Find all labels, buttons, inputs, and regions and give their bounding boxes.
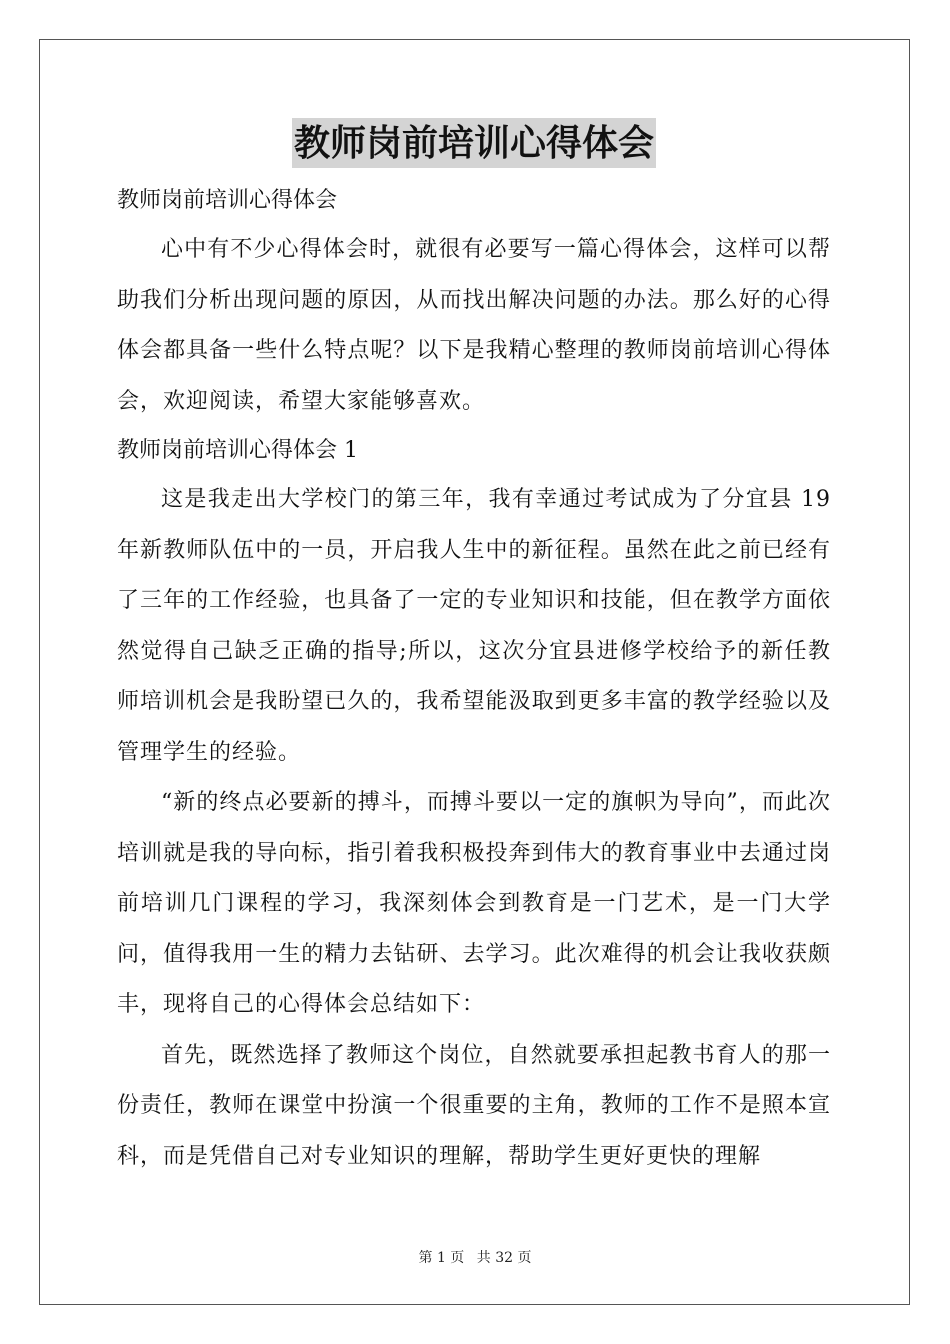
document-subtitle: 教师岗前培训心得体会 [117,188,338,213]
body-paragraph: 首先，既然选择了教师这个岗位，自然就要承担起教书育人的那一份责任，教师在课堂中扮演一个很重要的主角，教师的工作不是照本宣科，而是凭借自己对专业知识的理解，帮助学生更好更快的理解 [117,1042,831,1169]
page-total: 共 32 页 [476,1250,532,1266]
document-title: 教师岗前培训心得体会 [292,118,656,168]
body-paragraph: 这是我走出大学校门的第三年，我有幸通过考试成为了分宜县 19 年新教师队伍中的一员，开启我人生中的新征程。虽然在此之前已经有了三年的工作经验，也具备了一定的专业知识和技能，但在教学方面依然觉得自己缺乏正确的指导;所以，这次分宜县进修学校给予的新任教师培训机会是我盼望已久的，我希望能汲取到更多丰富的教学经验以及管理学生的经验。 [117,487,831,765]
title-wrapper [117,118,831,173]
page-number: 第 1 页 [418,1250,465,1266]
section-heading: 教师岗前培训心得体会 1 [117,438,358,463]
intro-paragraph: 心中有不少心得体会时，就很有必要写一篇心得体会，这样可以帮助我们分析出现问题的原因，从而找出解决问题的办法。那么好的心得体会都具备一些什么特点呢？以下是我精心整理的教师岗前培训心得体会，欢迎阅读，希望大家能够喜欢。 [117,237,831,414]
body-paragraph: “新的终点必要新的搏斗，而搏斗要以一定的旗帜为导向”，而此次培训就是我的导向标，指引着我积极投奔到伟大的教育事业中去通过岗前培训几门课程的学习，我深刻体会到教育是一门艺术，是一门大学问，值得我用一生的精力去钻研、去学习。此次难得的机会让我收获颇丰，现将自己的心得体会总结如下： [117,790,831,1017]
document-body [117,118,831,1182]
page-footer [0,1247,950,1267]
